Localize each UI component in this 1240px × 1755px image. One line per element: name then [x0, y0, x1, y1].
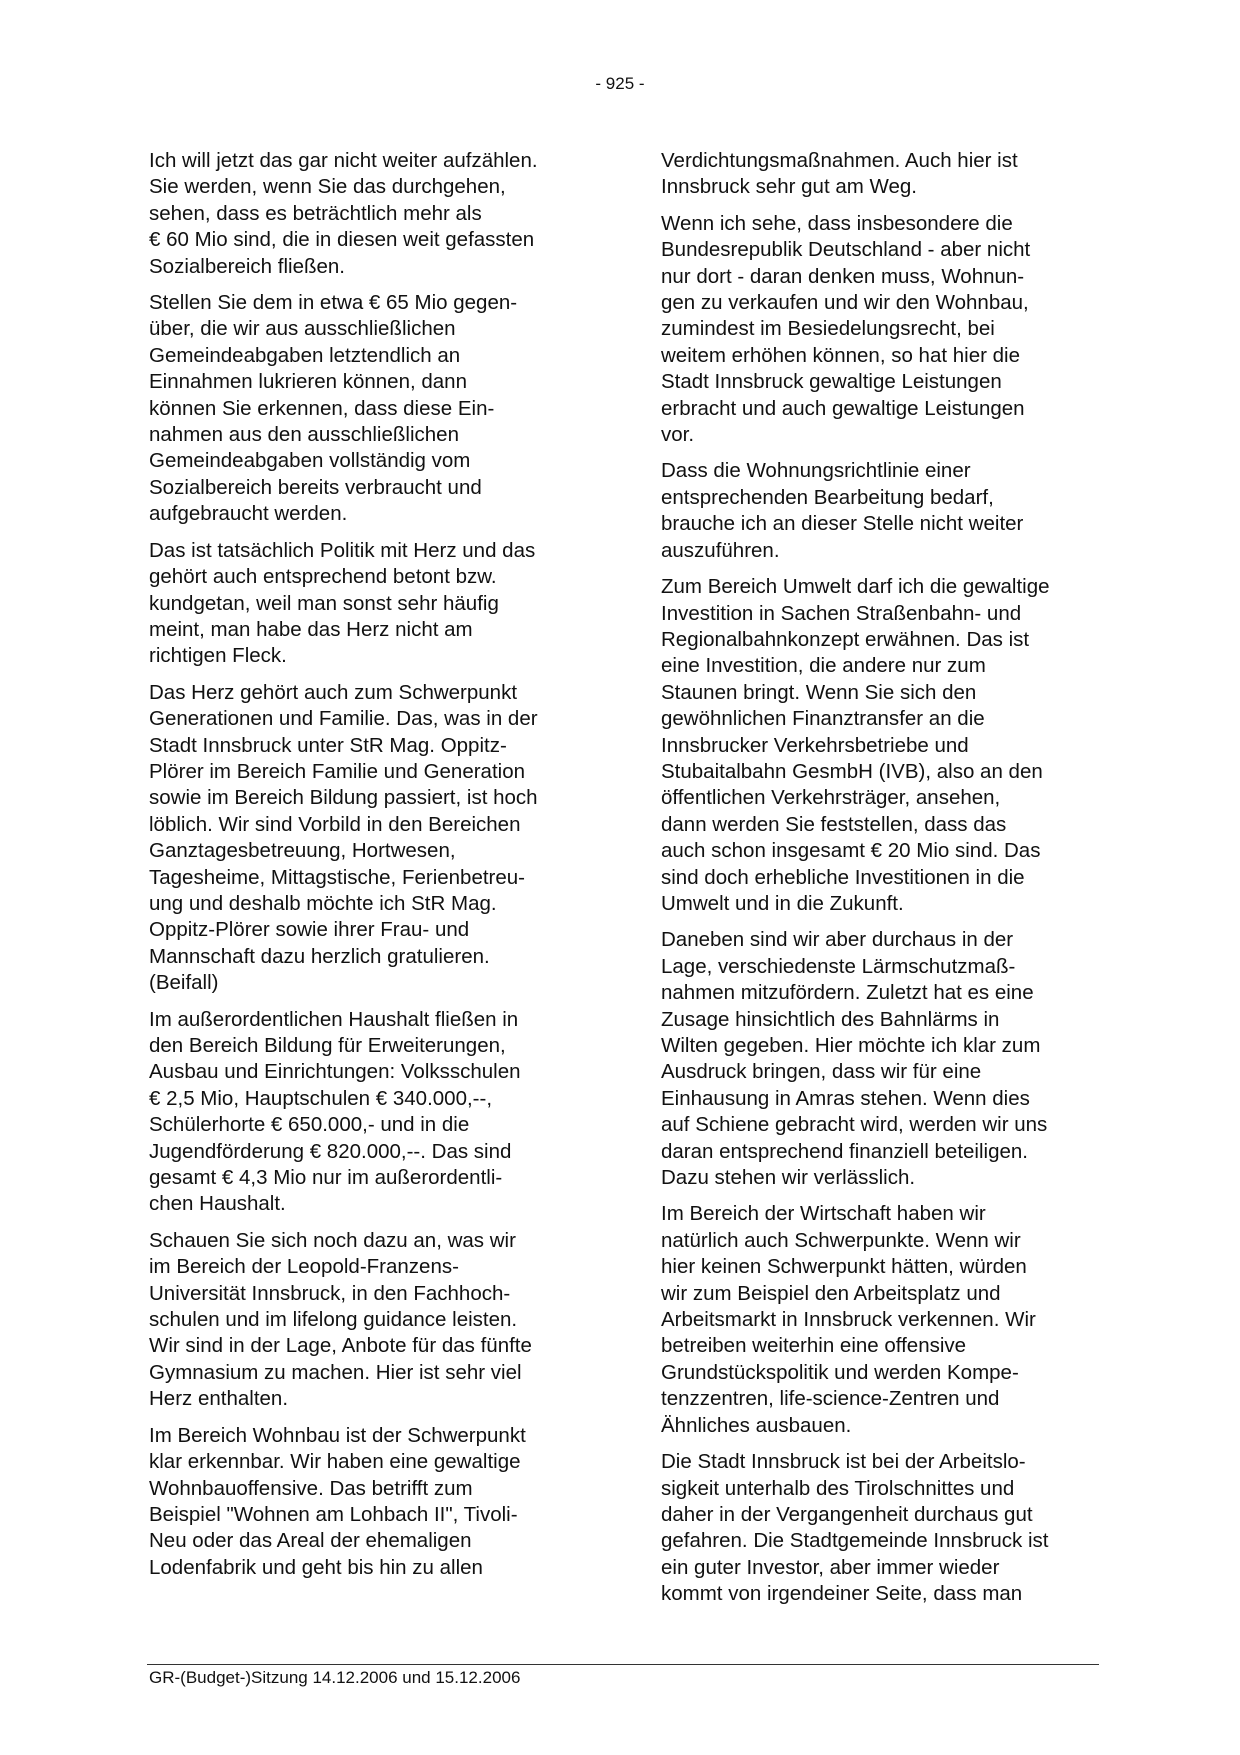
- paragraph: Das Herz gehört auch zum Schwerpunkt Generationen und Familie. Das, was in der Stadt Innsbruck unter StR Mag. Oppitz- Plörer im Bereich Familie und Generation sowie im Bereich Bildung passiert, ist hoch löblich. Wir sind Vorbild in den Bereichen Ganztagesbetreuung, Hortwesen, Tagesheime, Mittagstische, Ferienbetreu- ung und deshalb möchte ich StR Mag. Oppitz-Plörer sowie ihrer Frau- und Mannschaft dazu herzlich gratulieren. (Beifall): [149, 680, 538, 995]
- left-column: [149, 148, 594, 1591]
- paragraph: Im Bereich Wohnbau ist der Schwerpunkt klar erkennbar. Wir haben eine gewaltige Wohnbauoffensive. Das betrifft zum Beispiel "Wohnen am Lohbach II", Tivoli- Neu oder das Areal der ehemaligen Lodenfabrik und geht bis hin zu allen: [149, 1423, 526, 1579]
- paragraph: Das ist tatsächlich Politik mit Herz und das gehört auch entsprechend betont bzw. kundgetan, weil man sonst sehr häufig meint, man habe das Herz nicht am richtigen Fleck.: [149, 538, 536, 668]
- footer-divider: [147, 1664, 1099, 1665]
- paragraph: Ich will jetzt das gar nicht weiter aufzählen. Sie werden, wenn Sie das durchgehen, sehen, dass es beträchtlich mehr als € 60 Mio sind, die in diesen weit gefassten Sozialbereich fließen.: [149, 149, 538, 278]
- paragraph: Schauen Sie sich noch dazu an, was wir im Bereich der Leopold-Franzens- Universität Innsbruck, in den Fachhoch- schulen und im lifelong guidance leisten. Wir sind in der Lage, Anbote für das fünfte Gymnasium zu machen. Hier ist sehr viel Herz enthalten.: [149, 1228, 532, 1411]
- footer-text: GR-(Budget-)Sitzung 14.12.2006 und 15.12.2006: [149, 1668, 521, 1687]
- paragraph: Zum Bereich Umwelt darf ich die gewaltige Investition in Sachen Straßenbahn- und Regionalbahnkonzept erwähnen. Das ist eine Investition, die andere nur zum Staunen bringt. Wenn Sie sich den gewöhnlichen Finanztransfer an die Innsbrucker Verkehrsbetriebe und Stubaitalbahn GesmbH (IVB), also an den öffentlichen Verkehrsträger, ansehen, dann werden Sie feststellen, dass das auch schon insgesamt € 20 Mio sind. Das sind doch erhebliche Investitionen in die Umwelt und in die Zukunft.: [661, 575, 1050, 915]
- paragraph: Die Stadt Innsbruck ist bei der Arbeitslo- sigkeit unterhalb des Tirolschnittes und daher in der Vergangenheit durchaus gut gefahren. Die Stadtgemeinde Innsbruck ist ein guter Investor, aber immer wieder kommt von irgendeiner Seite, dass man: [661, 1450, 1049, 1606]
- right-column: [661, 148, 1106, 1618]
- paragraph: Wenn ich sehe, dass insbesondere die Bundesrepublik Deutschland - aber nicht nur dort - daran denken muss, Wohnun- gen zu verkaufen und wir den Wohnbau, zumindest im Besiedelungsrecht, bei weitem erhöhen können, so hat hier die Stadt Innsbruck gewaltige Leistungen erbracht und auch gewaltige Leistungen vor.: [661, 211, 1031, 447]
- paragraph: Im außerordentlichen Haushalt fließen in den Bereich Bildung für Erweiterungen, Ausbau und Einrichtungen: Volksschulen € 2,5 Mio, Hauptschulen € 340.000,--, Schülerhorte € 650.000,- und in die Jugendförderung € 820.000,--. Das sind gesamt € 4,3 Mio nur im außerordentli- chen Haushalt.: [149, 1007, 521, 1216]
- page-number: - 925 -: [595, 74, 645, 93]
- paragraph: Verdichtungsmaßnahmen. Auch hier ist Innsbruck sehr gut am Weg.: [661, 149, 1018, 199]
- paragraph: Stellen Sie dem in etwa € 65 Mio gegen- über, die wir aus ausschließlichen Gemeindeabgaben letztendlich an Einnahmen lukrieren können, dann können Sie erkennen, dass diese Ein- nahmen aus den ausschließlichen Gemeindeabgaben vollständig vom Sozialbereich bereits verbraucht und aufgebraucht werden.: [149, 291, 518, 526]
- paragraph: Daneben sind wir aber durchaus in der Lage, verschiedenste Lärmschutzmaß- nahmen mitzufördern. Zuletzt hat es eine Zusage hinsichtlich des Bahnlärms in Wilten gegeben. Hier möchte ich klar zum Ausdruck bringen, dass wir für eine Einhausung in Amras stehen. Wenn dies auf Schiene gebracht wird, werden wir uns daran entsprechend finanziell beteiligen. Dazu stehen wir verlässlich.: [661, 928, 1048, 1190]
- paragraph: Dass die Wohnungsrichtlinie einer entsprechenden Bearbeitung bedarf, brauche ich an dieser Stelle nicht weiter auszuführen.: [661, 459, 1024, 562]
- paragraph: Im Bereich der Wirtschaft haben wir natürlich auch Schwerpunkte. Wenn wir hier keinen Schwerpunkt hätten, würden wir zum Beispiel den Arbeitsplatz und Arbeitsmarkt in Innsbruck verkennen. Wir betreiben weiterhin eine offensive Grundstückspolitik und werden Kompe- tenzzentren, life-science-Zentren und Ähnliches ausbauen.: [661, 1202, 1036, 1437]
